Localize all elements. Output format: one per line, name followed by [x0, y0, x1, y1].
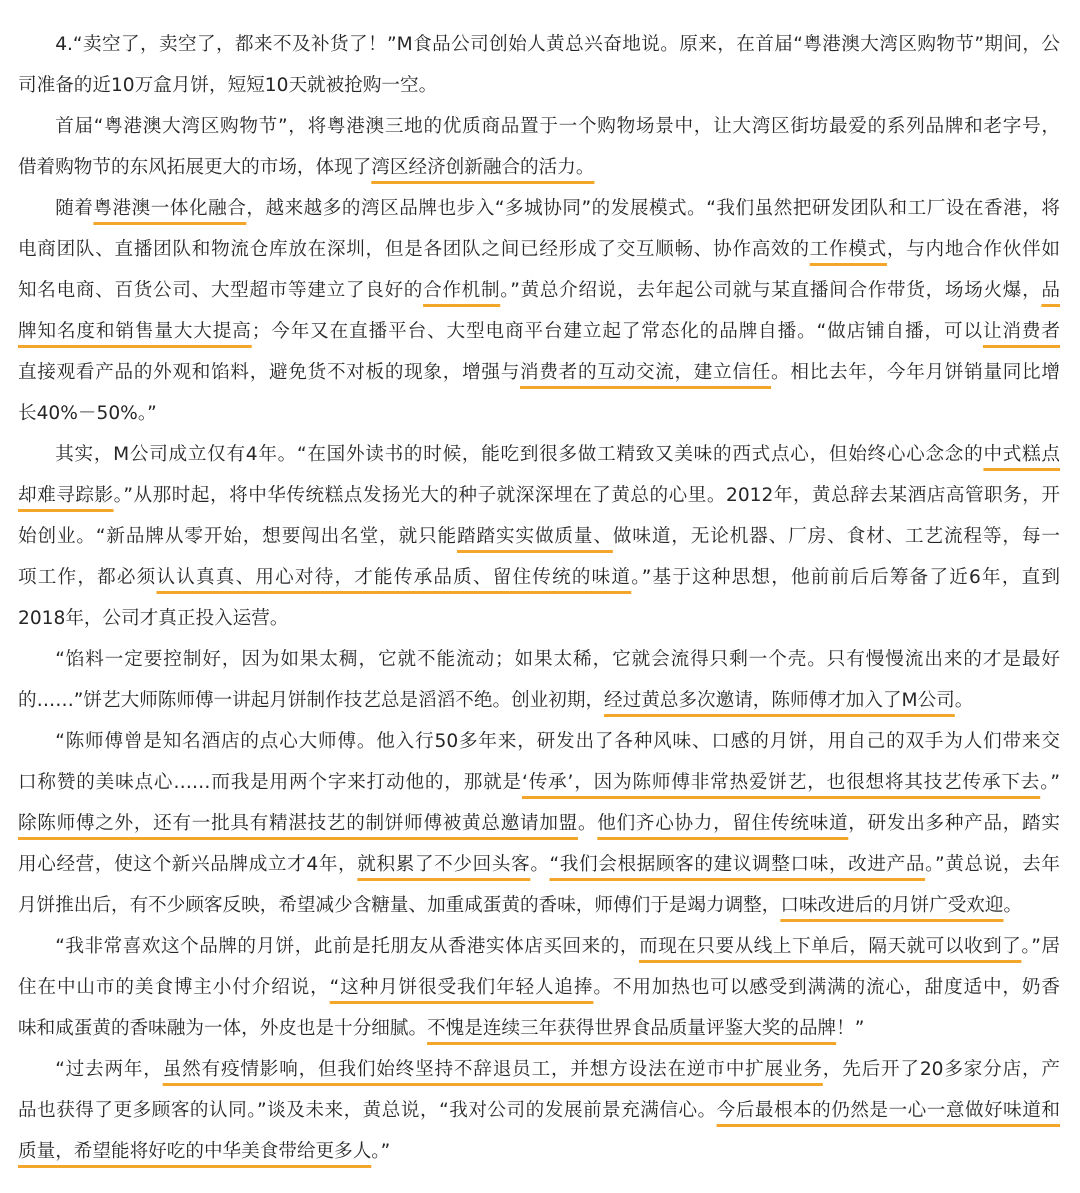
article-body — [18, 24, 1060, 1172]
paragraph — [18, 24, 1060, 106]
text-line — [18, 1049, 1060, 1090]
text-line — [18, 803, 1060, 844]
text-line — [18, 680, 1060, 721]
text-line — [18, 885, 1060, 926]
text-line — [18, 557, 1060, 598]
highlighted-phrase: 他们齐心协力，留住传统味道 — [597, 813, 849, 834]
paragraph — [18, 1049, 1060, 1172]
text-line — [18, 229, 1060, 270]
highlighted-phrase: 认认真真、用心对待，才能传承品质、留住传统的味道 — [156, 567, 632, 588]
highlighted-phrase: 粤港澳一体化融合 — [93, 198, 247, 219]
text-segment: ，研发出多种产品，踏实 — [848, 813, 1060, 834]
highlighted-phrase: “我们会根据顾客的建议调整口味，改进产品 — [549, 854, 926, 875]
highlighted-phrase: 工作模式 — [809, 239, 887, 260]
text-line — [18, 188, 1060, 229]
text-segment: “我非常喜欢这个品牌的月饼，此前是托朋友从香港实体店买回来的， — [55, 936, 639, 957]
highlighted-phrase: 让消费者 — [982, 321, 1060, 342]
text-segment: 司准备的近10万盒月饼，短短10天就被抢购一空。 — [18, 75, 438, 96]
text-segment: 长40%－50%。” — [18, 403, 157, 424]
text-segment: 。”黄总说，去年 — [925, 854, 1060, 875]
text-segment: 。” — [371, 1141, 391, 1162]
text-line — [18, 311, 1060, 352]
text-segment: 项工作，都必须 — [18, 567, 157, 588]
text-segment: 。”黄总介绍说，去年起公司就与某直播间合作带货，场场火爆， — [500, 280, 1042, 301]
text-segment: 味和咸蛋黄的香味融为一体，外皮也是十分细腻。 — [18, 1018, 428, 1039]
highlighted-phrase: 消费者的互动交流，建立信任 — [520, 362, 772, 383]
text-segment: ！” — [836, 1018, 865, 1039]
text-segment: 。 — [1003, 895, 1023, 916]
text-line — [18, 967, 1060, 1008]
highlighted-phrase: 踏踏实实做质量、 — [457, 526, 613, 547]
text-segment: 月饼推出后，有不少顾客反映，希望减少含糖量、加重咸蛋黄的香味，师傅们于是竭力调整， — [18, 895, 781, 916]
highlighted-phrase: 就积累了不少回头客 — [357, 854, 531, 875]
paragraph — [18, 188, 1060, 434]
text-segment: 2018年，公司才真正投入运营。 — [18, 608, 289, 629]
text-segment: ，先后开了20多家分店，产 — [822, 1059, 1060, 1080]
text-segment: 用心经营，使这个新兴品牌成立才4年， — [18, 854, 358, 875]
paragraph — [18, 639, 1060, 721]
text-segment: 的……”饼艺大师陈师傅一讲起月饼制作技艺总是滔滔不绝。创业初期， — [18, 690, 605, 711]
highlighted-phrase: 口味改进后的月饼广受欢迎 — [780, 895, 1004, 916]
text-segment: 首届“粤港澳大湾区购物节”，将粤港澳三地的优质商品置于一个购物场景中，让大湾区街坊最爱的系列品牌和老字号， — [55, 116, 1060, 137]
text-line — [18, 65, 1060, 106]
text-segment: 直接观看产品的外观和馅料，避免货不对板的现象，增强与 — [18, 362, 521, 383]
highlighted-phrase: ‘传承’，因为陈师傅非常热爱饼艺，也很想将其技艺传承下去 — [521, 772, 1041, 793]
highlighted-phrase: 不愧是连续三年获得世界食品质量评鉴大奖的品牌 — [427, 1018, 837, 1039]
text-segment: 。”从那时起，将中华传统糕点发扬光大的种子就深深埋在了黄总的心里。2012年，黄总辞去某酒店高管职务，开 — [113, 485, 1060, 506]
text-segment: 住在中山市的美食博主小付介绍说， — [18, 977, 330, 998]
text-segment: 做味道，无论机器、厂房、食材、工艺流程等，每一 — [612, 526, 1060, 547]
paragraph — [18, 926, 1060, 1049]
text-segment: 其实，M公司成立仅有4年。“在国外读书的时候，能吃到很多做工精致又美味的西式点心，但始终心心念念的 — [55, 444, 984, 465]
highlighted-phrase: 今后最根本的仍然是一心一意做好味道和 — [716, 1100, 1060, 1121]
text-line — [18, 721, 1060, 762]
text-segment: 。 — [577, 813, 598, 834]
text-line — [18, 475, 1060, 516]
text-segment: 品也获得了更多顾客的认同。”谈及未来，黄总说，“我对公司的发展前景充满信心。 — [18, 1100, 717, 1121]
text-line — [18, 926, 1060, 967]
highlighted-phrase: “这种月饼很受我们年轻人追捧 — [329, 977, 594, 998]
text-line — [18, 516, 1060, 557]
highlighted-phrase: 品 — [1041, 280, 1060, 301]
highlighted-phrase: 而现在只要从线上下单后，隔天就可以收到了 — [638, 936, 1022, 957]
highlighted-phrase: 湾区经济创新融合的活力。 — [371, 157, 595, 178]
text-segment: 。”居 — [1021, 936, 1060, 957]
text-line — [18, 1131, 1060, 1172]
text-segment: 。相比去年，今年月饼销量同比增 — [771, 362, 1060, 383]
text-line — [18, 434, 1060, 475]
text-line — [18, 1090, 1060, 1131]
text-segment: “陈师傅曾是知名酒店的点心大师傅。他入行50多年来，研发出了各种风味、口感的月饼，用自己的双手为人们带来交 — [55, 731, 1060, 752]
text-segment: 。 — [530, 854, 550, 875]
text-line — [18, 106, 1060, 147]
text-segment: 口称赞的美味点心……而我是用两个字来打动他的，那就是 — [18, 772, 522, 793]
text-segment: 借着购物节的东风拓展更大的市场，体现了 — [18, 157, 372, 178]
text-segment: 始创业。“新品牌从零开始，想要闯出名堂，就只能 — [18, 526, 458, 547]
text-segment: ，越来越多的湾区品牌也步入“多城协同”的发展模式。“我们虽然把研发团队和工厂设在香港，将 — [246, 198, 1060, 219]
text-line — [18, 393, 1060, 434]
text-segment: 。” — [1040, 772, 1060, 793]
text-line — [18, 639, 1060, 680]
highlighted-phrase: 经过黄总多次邀请，陈师傅才加入了M公司 — [604, 690, 955, 711]
text-line — [18, 844, 1060, 885]
text-segment: 随着 — [55, 198, 94, 219]
text-line — [18, 147, 1060, 188]
text-line — [18, 762, 1060, 803]
paragraph — [18, 721, 1060, 926]
text-segment: 电商团队、直播团队和物流仓库放在深圳，但是各团队之间已经形成了交互顺畅、协作高效的 — [18, 239, 810, 260]
highlighted-phrase: 中式糕点 — [983, 444, 1060, 465]
text-segment: 4.“卖空了，卖空了，都来不及补货了！”M食品公司创始人黄总兴奋地说。原来，在首届“粤港澳大湾区购物节”期间，公 — [55, 34, 1060, 55]
paragraph — [18, 434, 1060, 639]
text-segment: “过去两年， — [55, 1059, 163, 1080]
highlighted-phrase: 除陈师傅之外，还有一批具有精湛技艺的制饼师傅被黄总邀请加盟 — [18, 813, 578, 834]
text-line — [18, 352, 1060, 393]
highlighted-phrase: 牌知名度和销售量大大提高 — [18, 321, 252, 342]
paragraph — [18, 106, 1060, 188]
text-segment: 。”基于这种思想，他前前后后筹备了近6年，直到 — [631, 567, 1060, 588]
text-line — [18, 24, 1060, 65]
text-segment: “馅料一定要控制好，因为如果太稠，它就不能流动；如果太稀，它就会流得只剩一个壳。只有慢慢流出来的才是最好 — [55, 649, 1060, 670]
text-segment: ；今年又在直播平台、大型电商平台建立起了常态化的品牌自播。“做店铺自播，可以 — [251, 321, 983, 342]
highlighted-phrase: 质量，希望能将好吃的中华美食带给更多人 — [18, 1141, 372, 1162]
highlighted-phrase: 合作机制 — [423, 280, 501, 301]
text-segment: 。 — [954, 690, 974, 711]
text-segment: 知名电商、百货公司、大型超市等建立了良好的 — [18, 280, 424, 301]
highlighted-phrase: 虽然有疫情影响，但我们始终坚持不辞退员工，并想方设法在逆市中扩展业务 — [162, 1059, 823, 1080]
text-segment: ，与内地合作伙伴如 — [886, 239, 1060, 260]
text-line — [18, 598, 1060, 639]
text-segment: 。不用加热也可以感受到满满的流心，甜度适中，奶香 — [593, 977, 1060, 998]
text-line — [18, 270, 1060, 311]
text-line — [18, 1008, 1060, 1049]
highlighted-phrase: 却难寻踪影 — [18, 485, 114, 506]
